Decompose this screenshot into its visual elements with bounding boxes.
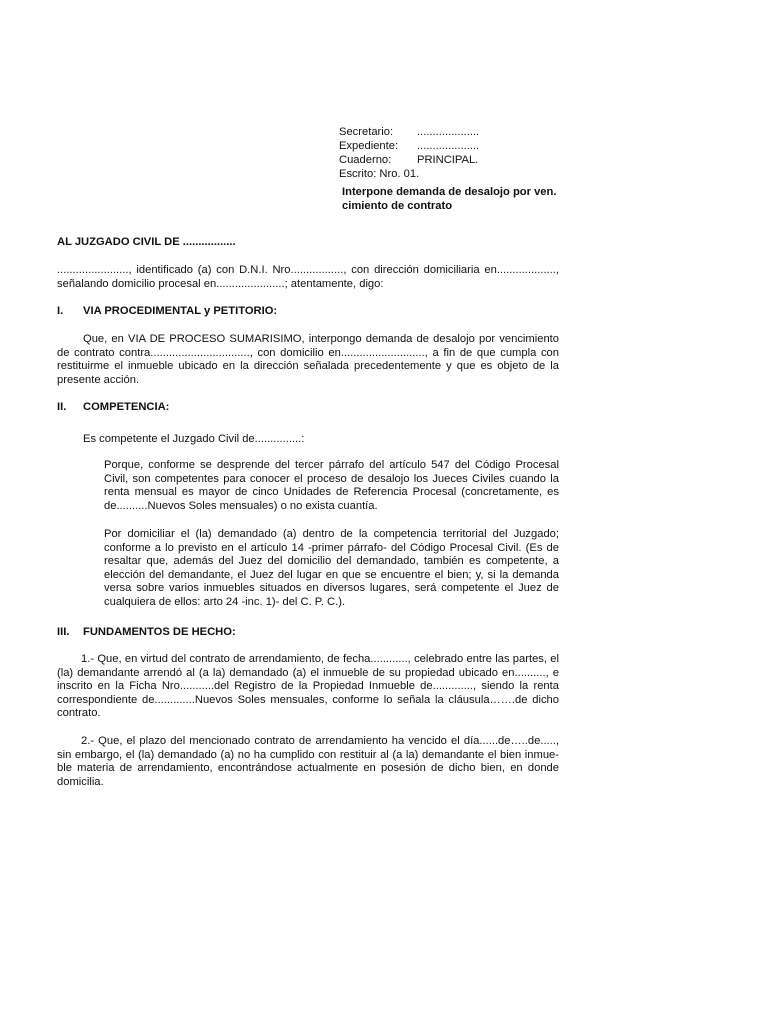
subject-line-1: Interpone demanda de desalojo por ven. [342,186,557,198]
meta-value: PRINCIPAL. [417,154,479,166]
section-2-title: COMPETENCIA: [83,401,170,413]
meta-expediente [339,140,599,154]
section-3-title: FUNDAMENTOS DE HECHO: [83,626,236,638]
section-1-paragraph: Que, en VIA DE PROCESO SUMARISIMO, interpongo demanda de desalojo por vencimiento de contrato contra................................, con domicilio en..........................., a fin de que cumpla con restituirme el inmueble ubicado en la dirección señalada precedentemente y que es objeto de la presente acción. [57,333,559,386]
meta-value: .................... [417,126,480,138]
meta-label: Expediente: [339,140,399,152]
section-3-paragraph-2: 2.- Que, el plazo del mencionado contrato de arrendamiento ha vencido el día......de…..de....., sin embargo, el (la) demandado (a) no ha cumplido con restituir al (a la) demandante el bien inmue-ble materia de arrendamiento, encontrándose actualmente en posesión de dicho bien, en donde domicilia. [57,735,559,788]
meta-label: Secretario: [339,126,394,138]
meta-label: Escrito: Nro. 01. [339,168,420,180]
meta-value: .................... [417,140,480,152]
intro-paragraph: ......................., identificado (a) con D.N.I. Nro................., con dirección domiciliaria en..................., señalando domicilio procesal en......................; atentamente, digo: [57,264,559,290]
meta-cuaderno [339,154,599,168]
meta-label: Cuaderno: [339,154,392,166]
section-2-number: II. [57,401,67,413]
section-3-paragraph-1: 1.- Que, en virtud del contrato de arrendamiento, de fecha............, celebrado entre las partes, el (la) demandante arrendó al (a la) demandado (a) el inmueble de su propiedad ubicado en.........., e inscrito en la Ficha Nro...........del Registro de la Propiedad Inmueble de............., siendo la renta correspondiente de.............Nuevos Soles mensuales, conforme lo señala la cláusula…….de dicho contrato. [57,653,559,720]
meta-escrito [339,168,599,182]
addressee: AL JUZGADO CIVIL DE ................. [57,236,236,248]
section-2-paragraph-2: Porque, conforme se desprende del tercer párrafo del artículo 547 del Código Procesal Civil, son competentes para conocer el proceso de desalojo los Jueces Civiles cuando la renta mensual es mayor de cinco Unidades de Referencia Procesal (concretamente, es de..........Nuevos Soles mensuales) o no exista cuantía. [104,459,559,512]
section-1-number: I. [57,305,64,317]
section-2-paragraph-1: Es competente el Juzgado Civil de...............: [83,433,305,445]
meta-secretario [339,126,599,140]
section-1-title: VIA PROCEDIMENTAL y PETITORIO: [83,305,278,317]
subject-line-2: cimiento de contrato [342,200,453,212]
section-3-number: III. [57,626,70,638]
section-2-paragraph-3: Por domiciliar el (la) demandado (a) dentro de la competencia territorial del Juzgado; conforme a lo previsto en el artículo 14 -primer párrafo- del Código Procesal Civil. (Es de resaltar que, además del Juez del domicilio del demandado, también es competente, a elección del demandante, el Juez del lugar en que se encuentre el bien; y, si la demanda versa sobre varios inmuebles situados en diversos lugares, será competente el Juez de cualquiera de ellos: arto 24 -inc. 1)- del C. P. C.). [104,528,559,608]
